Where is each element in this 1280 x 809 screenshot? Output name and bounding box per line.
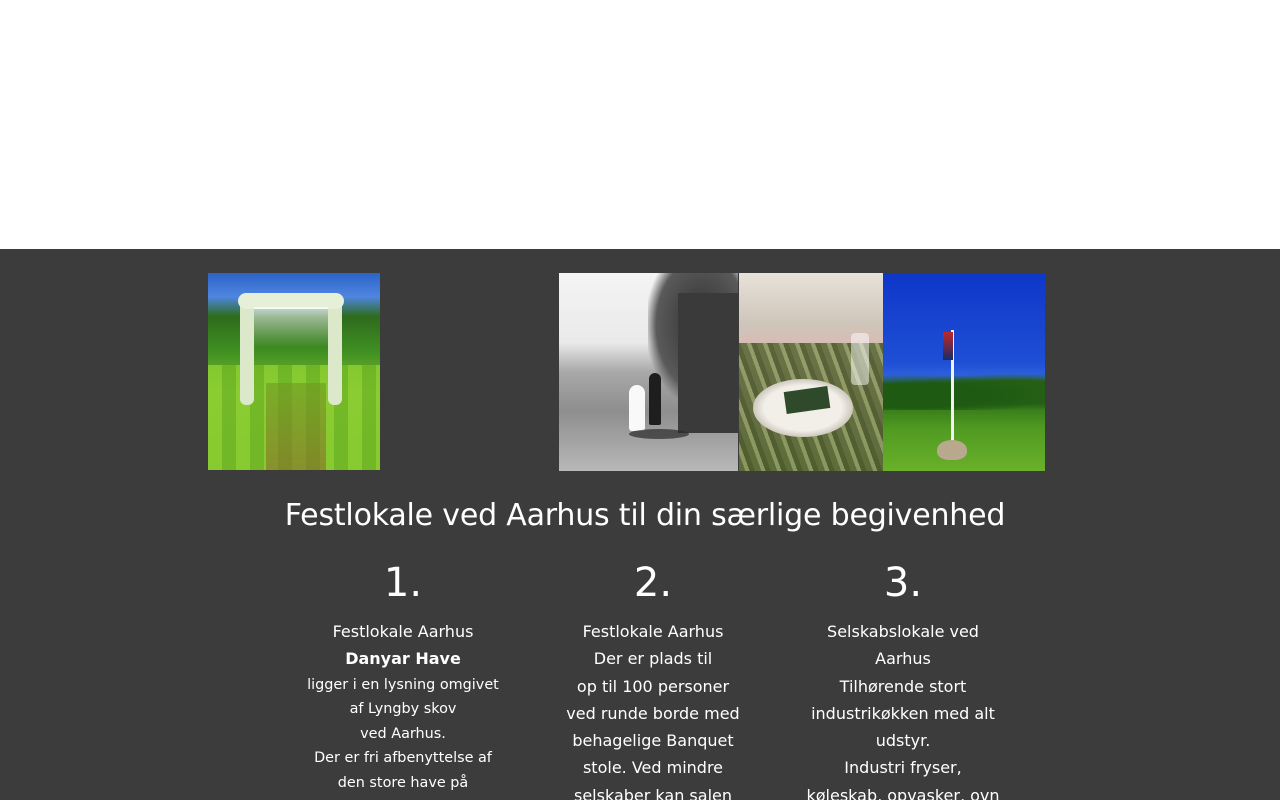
- garden-arch-photo: [208, 273, 380, 470]
- feature-line: Tilhørende stort: [839, 676, 967, 696]
- venue-section: [0, 249, 1280, 805]
- feature-number: 1.: [383, 560, 423, 606]
- feature-line: udstyr.: [875, 731, 931, 751]
- feature-column-1: [303, 559, 503, 795]
- feature-line: Festlokale Aarhus: [582, 622, 724, 641]
- feature-line: ved Aarhus.: [360, 725, 446, 742]
- feature-line: behagelige Banquet: [572, 731, 734, 751]
- feature-line: Der er plads til: [593, 649, 713, 669]
- feature-line: Der er fri afbenyttelse af: [314, 750, 492, 767]
- feature-line: køleskab, opvasker, ovn: [806, 785, 1000, 805]
- header-area: [0, 0, 1280, 249]
- feature-column-3: [803, 559, 1003, 809]
- feature-column-2: [553, 559, 753, 809]
- feature-line: selskaber kan salen: [574, 785, 732, 805]
- feature-line: ved runde borde med: [566, 703, 740, 723]
- feature-line: ligger i en lysning omgivet: [307, 676, 499, 693]
- golf-flag-photo: [883, 274, 1045, 471]
- feature-line: af Lyngby skov: [349, 701, 457, 718]
- feature-line: stole. Ved mindre: [582, 758, 724, 778]
- feature-line: industrikøkken med alt: [811, 703, 995, 723]
- feature-line: Festlokale Aarhus: [332, 622, 474, 641]
- table-setting-photo: [739, 273, 883, 471]
- feature-number: 2.: [633, 560, 673, 606]
- feature-line: den store have på: [337, 774, 469, 791]
- section-headline: Festlokale ved Aarhus til din særlige begivenhed: [284, 498, 1006, 533]
- wedding-couple-photo: [559, 273, 738, 471]
- venue-name: Danyar Have: [345, 649, 461, 669]
- feature-line: Selskabslokale ved: [827, 622, 979, 641]
- feature-line: Aarhus: [875, 649, 931, 669]
- feature-number: 3.: [883, 560, 923, 606]
- feature-line: op til 100 personer: [576, 676, 730, 696]
- feature-line: Industri fryser,: [844, 758, 962, 778]
